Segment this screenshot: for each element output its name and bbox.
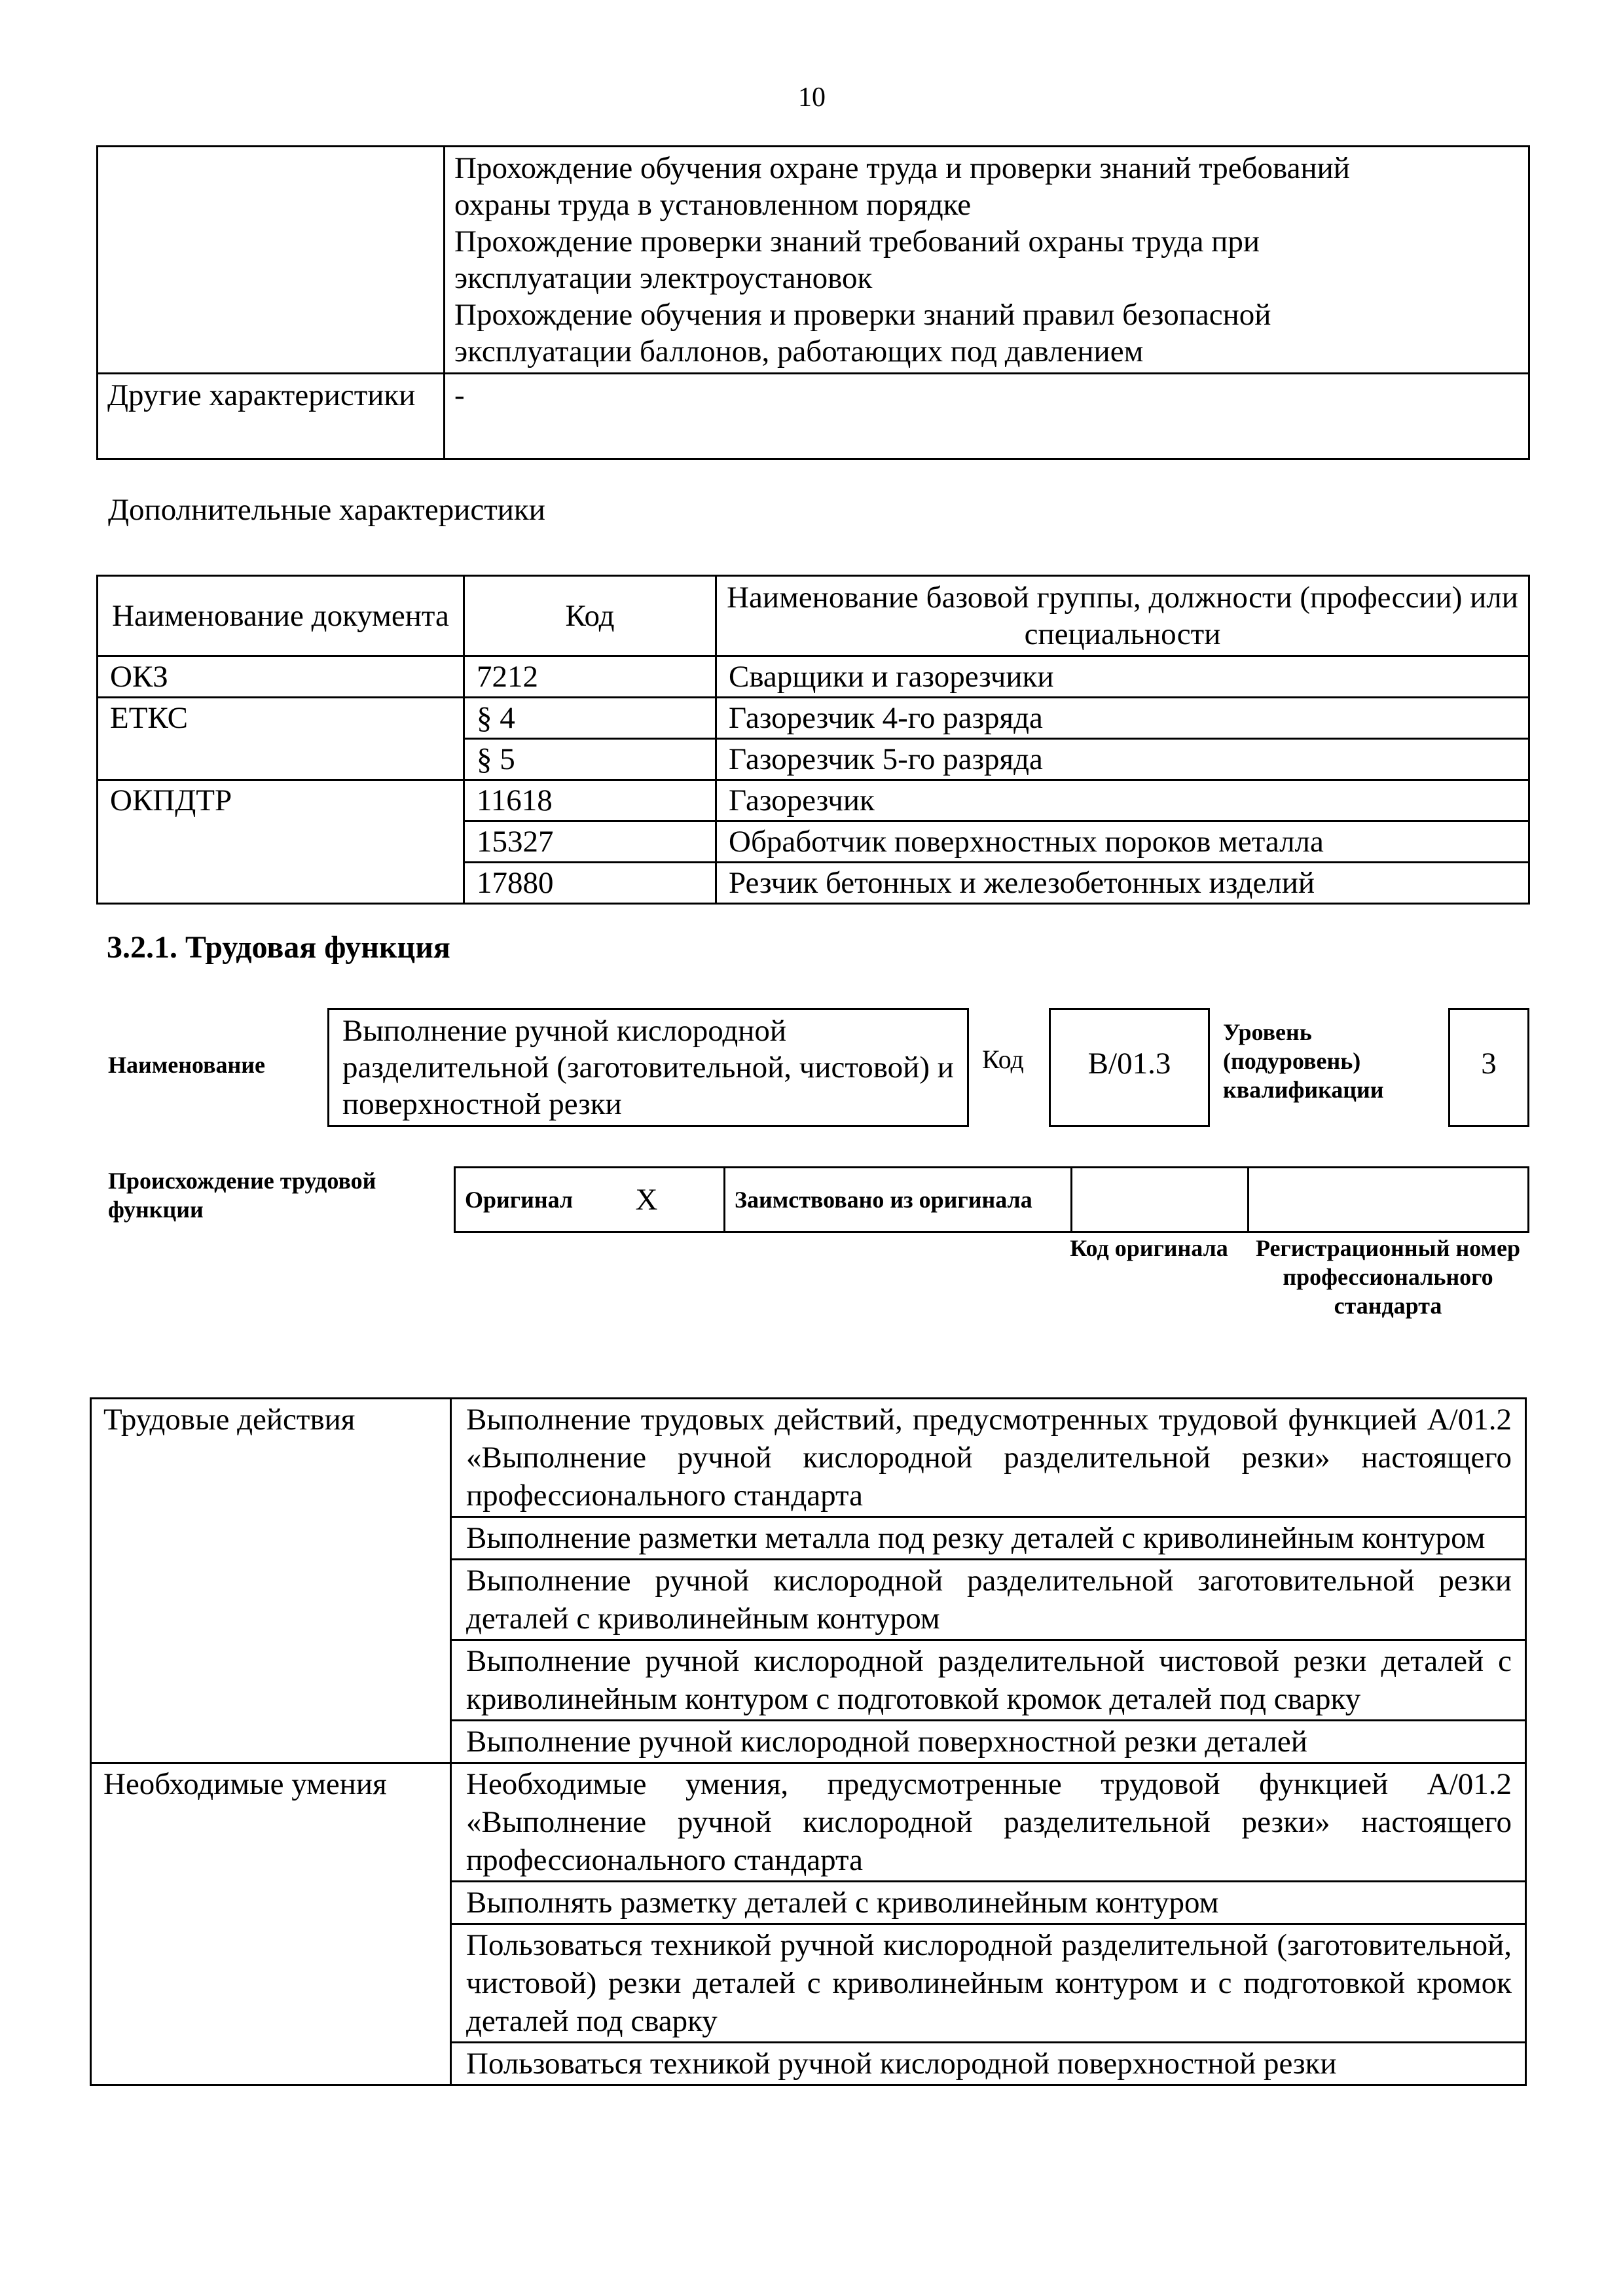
reg-number-caption: Регистрационный номер профессионального стандарта xyxy=(1255,1235,1521,1319)
function-name-box: Выполнение ручной кислородной разделительной (заготовительной, чистовой) и поверхностной резки xyxy=(327,1008,969,1127)
cell: ОКЗ xyxy=(98,656,464,698)
column-header: Наименование базовой группы, должности (профессии) или специальности xyxy=(716,576,1529,656)
row-content: - xyxy=(445,374,1529,459)
reg-number-cell xyxy=(1249,1168,1529,1232)
list-item: Выполнять разметку деталей с криволинейным контуром xyxy=(451,1882,1526,1924)
text-line: Прохождение обучения и проверки знаний правил безопасной xyxy=(454,298,1271,332)
cell: § 5 xyxy=(464,739,716,780)
cell: 7212 xyxy=(464,656,716,698)
cell: 11618 xyxy=(464,780,716,821)
qualification-level-box: 3 xyxy=(1448,1008,1529,1127)
cell: ОКПДТР xyxy=(98,780,464,904)
additional-characteristics-caption: Дополнительные характеристики xyxy=(108,493,545,527)
qualification-requirements-table xyxy=(96,145,1530,460)
cell: Газорезчик xyxy=(716,780,1529,821)
list-item: Выполнение ручной кислородной разделительной чистовой резки деталей с криволинейным контуром с подготовкой кромок деталей под сварку xyxy=(451,1640,1526,1721)
cell: Резчик бетонных и железобетонных изделий xyxy=(716,863,1529,904)
labor-actions-table xyxy=(90,1397,1527,2086)
page-number: 10 xyxy=(798,82,826,113)
list-item: Выполнение ручной кислородной поверхностной резки деталей xyxy=(451,1721,1526,1763)
section-label: Трудовые действия xyxy=(91,1399,451,1763)
list-item: Выполнение разметки металла под резку деталей с криволинейным контуром xyxy=(451,1517,1526,1560)
cell: Газорезчик 4-го разряда xyxy=(716,698,1529,739)
text-line: Прохождение проверки знаний требований охраны труда при xyxy=(454,224,1260,259)
qualification-level-label: Уровень (подуровень) квалификации xyxy=(1223,1019,1384,1103)
table-row xyxy=(98,656,1529,698)
function-origin-label: Происхождение трудовой функции xyxy=(108,1168,376,1223)
list-item: Пользоваться техникой ручной кислородной разделительной (заготовительной, чистовой) резки деталей с криволинейным контуром и с подготовкой кромок деталей под сварку xyxy=(451,1924,1526,2043)
cell: 17880 xyxy=(464,863,716,904)
table-row xyxy=(91,1399,1526,1517)
table-header-row xyxy=(98,576,1529,656)
section-label: Необходимые умения xyxy=(91,1763,451,2085)
cell: Сварщики и газорезчики xyxy=(716,656,1529,698)
list-item: Выполнение трудовых действий, предусмотренных трудовой функцией А/01.2 «Выполнение ручной кислородной разделительной резки» настоящего профессионального стандарта xyxy=(451,1399,1526,1517)
column-header: Наименование документа xyxy=(98,576,464,656)
text-line: Прохождение обучения охране труда и проверки знаний требований xyxy=(454,151,1350,185)
cell: ЕТКС xyxy=(98,698,464,780)
table-row xyxy=(98,780,1529,821)
additional-characteristics-table xyxy=(96,575,1530,905)
list-item: Пользоваться техникой ручной кислородной поверхностной резки xyxy=(451,2043,1526,2085)
code-original-caption: Код оригинала xyxy=(1070,1235,1228,1261)
text-line: охраны труда в установленном порядке xyxy=(454,188,972,222)
row-content xyxy=(445,147,1529,374)
table-row xyxy=(91,1763,1526,1882)
code-original-cell xyxy=(1072,1168,1249,1232)
section-heading: 3.2.1. Трудовая функция xyxy=(107,930,450,965)
function-origin-table xyxy=(454,1166,1529,1233)
original-label: Оригинал xyxy=(455,1168,627,1232)
row-label xyxy=(98,147,445,374)
table-row xyxy=(98,698,1529,739)
function-code-box: В/01.3 xyxy=(1049,1008,1210,1127)
column-header: Код xyxy=(464,576,716,656)
text-line: эксплуатации электроустановок xyxy=(454,261,873,295)
name-label: Наименование xyxy=(108,1052,265,1078)
cell: § 4 xyxy=(464,698,716,739)
text-line: эксплуатации баллонов, работающих под давлением xyxy=(454,334,1144,368)
cell: 15327 xyxy=(464,821,716,863)
list-item: Необходимые умения, предусмотренные трудовой функцией А/01.2 «Выполнение ручной кислородной разделительной резки» настоящего профессионального стандарта xyxy=(451,1763,1526,1882)
row-label: Другие характеристики xyxy=(98,374,445,459)
table-row xyxy=(455,1168,1529,1232)
cell: Обработчик поверхностных пороков металла xyxy=(716,821,1529,863)
code-label: Код xyxy=(982,1045,1024,1074)
cell: Газорезчик 5-го разряда xyxy=(716,739,1529,780)
table-row xyxy=(98,374,1529,459)
borrowed-label: Заимствовано из оригинала xyxy=(725,1168,1072,1232)
list-item: Выполнение ручной кислородной разделительной заготовительной резки деталей с криволинейным контуром xyxy=(451,1560,1526,1640)
original-mark: X xyxy=(627,1168,725,1232)
table-row xyxy=(98,147,1529,374)
